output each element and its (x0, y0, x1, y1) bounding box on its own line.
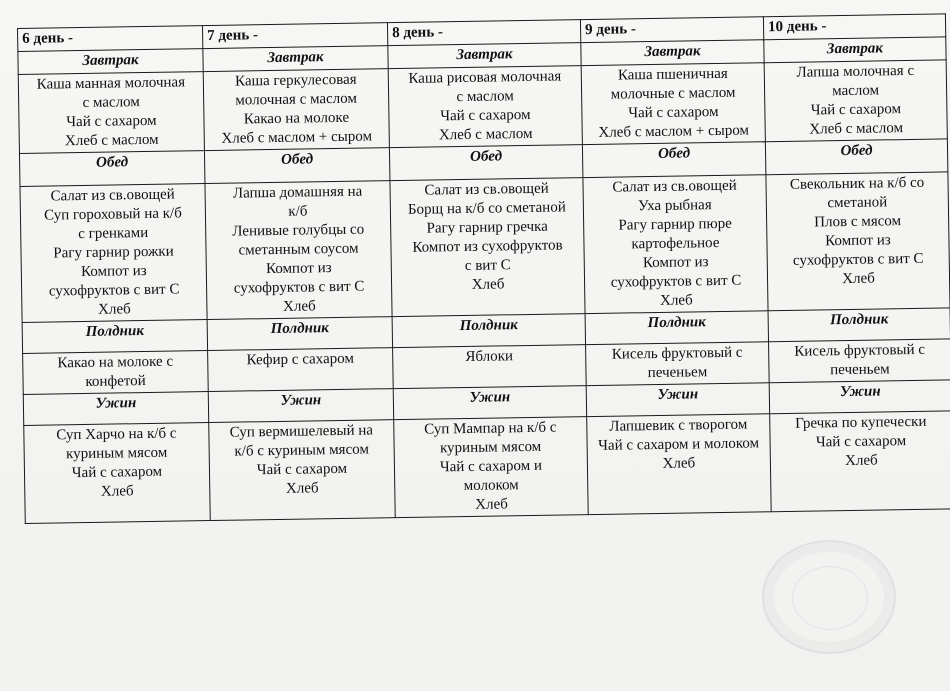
meal-label-snack: Полдник (585, 311, 768, 345)
menu-item: Рагу гарнир пюре (618, 215, 732, 234)
meal-label-snack: Полдник (768, 308, 950, 342)
menu-item: Каша пшеничная (617, 65, 728, 84)
menu-cell (209, 420, 396, 521)
menu-item: Кефир с сахаром (246, 350, 355, 369)
menu-row-lunch (20, 172, 950, 323)
menu-cell (766, 172, 950, 311)
menu-item: с вит С (464, 257, 511, 274)
menu-item: Чай с сахаром (71, 463, 163, 482)
menu-item: Чай с сахаром (256, 460, 348, 479)
menu-item: Хлеб с маслом (809, 120, 904, 138)
menu-cell (586, 342, 770, 386)
menu-item: Хлеб с маслом (64, 131, 159, 150)
menu-row-dinner (24, 411, 950, 524)
menu-item: Компот из (80, 262, 147, 281)
menu-item: молочные с маслом (610, 84, 736, 103)
menu-item: Суп Харчо на к/б с (56, 425, 177, 444)
menu-item: печеньем (647, 364, 708, 382)
menu-item: Хлеб (97, 301, 131, 318)
menu-item: Компот из (642, 254, 709, 272)
menu-item: к/б (288, 203, 308, 220)
menu-item: Уха рыбная (637, 197, 712, 215)
menu-cell (388, 66, 582, 148)
menu-item: Чай с сахаром (815, 433, 907, 451)
menu-item: Каша рисовая молочная (408, 68, 562, 87)
menu-item: Хлеб с маслом + сыром (598, 122, 750, 141)
menu-item: Хлеб (844, 452, 878, 470)
day-header: 9 день - (580, 17, 763, 43)
meal-label-lunch: Обед (765, 139, 947, 175)
faded-stamp-inner-ring (792, 566, 868, 630)
menu-item: Борщ на к/б со сметаной (407, 199, 566, 218)
menu-item: с маслом (456, 88, 514, 106)
menu-item: Свекольник на к/б со (789, 174, 925, 193)
menu-item: Чай с сахаром (66, 112, 157, 131)
menu-item: Хлеб (842, 270, 875, 288)
meal-label-snack: Полдник (207, 317, 392, 351)
menu-item: картофельное (631, 234, 720, 253)
menu-cell (205, 181, 392, 320)
menu-item: Рагу гарнир рожки (53, 243, 174, 262)
menu-cell (587, 414, 772, 515)
day-header: 8 день - (387, 20, 580, 46)
meal-label-breakfast: Завтрак (203, 46, 388, 72)
menu-item: молоком (463, 477, 519, 495)
menu-item: сухофруктов с вит С (48, 281, 180, 300)
menu-item: сухофруктов с вит С (792, 250, 924, 269)
menu-cell (208, 348, 394, 392)
menu-cell (583, 175, 768, 314)
menu-item: Компот из (825, 232, 891, 250)
day-header: 6 день - (18, 26, 203, 52)
menu-item: Чай с сахаром (440, 106, 531, 125)
menu-item: Каша геркулесовая (234, 71, 357, 90)
menu-item: Хлеб (100, 483, 134, 500)
menu-item: Плов с мясом (814, 213, 902, 231)
menu-item: Чай с сахаром и (439, 457, 543, 476)
menu-cell (770, 411, 950, 512)
menu-cell (769, 339, 950, 383)
menu-item: Кисель фруктовый с (611, 344, 743, 363)
menu-item: Салат из св.овощей (612, 177, 737, 196)
menu-cell (23, 351, 209, 395)
menu-cell (20, 184, 207, 323)
menu-item: куриным мясом (439, 438, 542, 457)
day-header: 7 день - (202, 23, 387, 49)
menu-item: Хлеб (471, 276, 505, 293)
menu-table (17, 13, 950, 524)
menu-cell (18, 72, 204, 154)
menu-item: маслом (832, 82, 880, 100)
menu-item: Компот из сухофруктов (412, 237, 563, 256)
menu-cell (203, 69, 389, 151)
menu-item: Каша манная молочная (36, 74, 186, 93)
menu-item: Гречка по купечески (795, 413, 927, 432)
meal-label-lunch: Обед (389, 145, 582, 181)
menu-item: Суп Мампар на к/б с (424, 419, 557, 438)
menu-item: Хлеб (282, 298, 316, 315)
menu-item: Яблоки (465, 348, 514, 365)
menu-item: сметаной (827, 194, 888, 212)
menu-item: Какао на молоке с (57, 353, 174, 372)
meal-label-breakfast: Завтрак (18, 49, 203, 75)
menu-item: Чай с сахаром и молоком (598, 435, 760, 454)
menu-item: печеньем (830, 361, 890, 379)
menu-item: Какао на молоке (243, 109, 350, 128)
menu-item: Рагу гарнир гречка (426, 218, 548, 237)
menu-item: сухофруктов с вит С (233, 278, 365, 297)
meal-label-breakfast: Завтрак (581, 40, 764, 66)
menu-item: Чай с сахаром (628, 103, 719, 122)
menu-item: сметанным соусом (238, 240, 359, 259)
menu-item: Салат из св.овощей (424, 180, 549, 199)
meal-label-dinner: Ужин (769, 380, 950, 414)
meal-label-dinner: Ужин (208, 389, 393, 423)
menu-item: с гренками (78, 224, 149, 243)
meal-label-breakfast: Завтрак (388, 43, 581, 69)
menu-item: куриным мясом (65, 444, 168, 463)
menu-cell (390, 178, 585, 317)
menu-cell (581, 63, 765, 145)
menu-item: Лапшевик с творогом (609, 416, 748, 435)
meal-label-dinner: Ужин (393, 386, 586, 420)
menu-cell (764, 60, 947, 142)
menu-item: Чай с сахаром (810, 101, 902, 119)
menu-item: Салат из св.овощей (50, 186, 175, 205)
menu-cell (394, 417, 589, 518)
menu-item: с маслом (82, 94, 140, 111)
faded-stamp (762, 540, 896, 654)
menu-item: конфетой (85, 373, 146, 390)
menu-item: Кисель фруктовый с (794, 341, 926, 360)
meal-label-breakfast: Завтрак (764, 37, 946, 63)
menu-item: Хлеб (659, 292, 693, 309)
meal-label-lunch: Обед (19, 151, 204, 187)
menu-item: молочная с маслом (235, 90, 358, 109)
menu-item: Суп вермишелевый на (229, 422, 374, 441)
menu-item: Компот из (265, 260, 332, 278)
menu-item: Лапша домашняя на (232, 183, 363, 202)
menu-item: Суп гороховый на к/б (43, 205, 182, 224)
menu-item: Хлеб с маслом (438, 125, 533, 144)
meal-label-dinner: Ужин (586, 383, 769, 417)
menu-item: Хлеб с маслом + сыром (221, 128, 373, 147)
meal-label-dinner: Ужин (23, 392, 208, 426)
menu-row-breakfast (18, 60, 947, 154)
meal-label-lunch: Обед (582, 142, 765, 178)
menu-item: Ленивые голубцы со (232, 221, 365, 240)
menu-cell (24, 423, 211, 524)
menu-cell (393, 345, 587, 389)
menu-item: к/б с куриным мясом (234, 441, 370, 460)
menu-item: Лапша молочная с (796, 62, 915, 81)
menu-item: Хлеб (285, 480, 319, 497)
meal-label-lunch: Обед (204, 148, 389, 184)
menu-item: Хлеб (475, 496, 508, 513)
menu-item: Хлеб (662, 455, 696, 472)
menu-item: сухофруктов с вит С (610, 272, 742, 291)
meal-label-snack: Полдник (22, 320, 207, 354)
day-header: 10 день - (763, 14, 945, 40)
meal-label-snack: Полдник (392, 314, 585, 348)
